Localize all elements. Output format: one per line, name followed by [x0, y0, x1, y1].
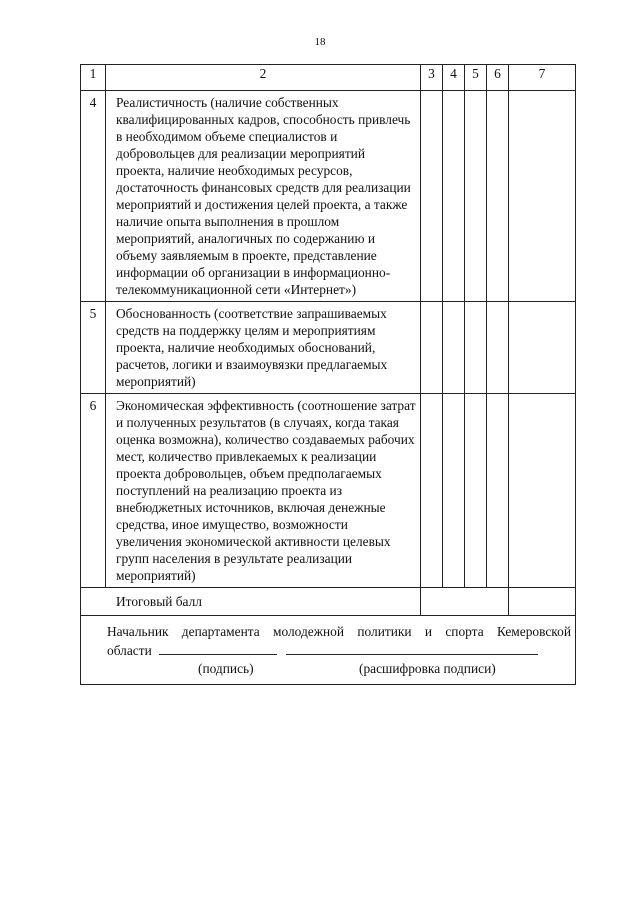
header-cell: 6	[487, 65, 509, 91]
score-cell	[487, 91, 509, 302]
score-cell	[443, 91, 465, 302]
table-row	[81, 91, 576, 302]
header-cell: 2	[106, 65, 421, 91]
header-cell: 5	[465, 65, 487, 91]
signer-title: Начальник департамента молодежной политики и спорта Кемеровской	[107, 624, 571, 639]
header-cell: 4	[443, 65, 465, 91]
score-cell	[509, 394, 576, 588]
table-row	[81, 302, 576, 394]
row-number: 6	[81, 394, 106, 588]
total-score-cell	[421, 588, 509, 616]
score-cell	[421, 302, 443, 394]
signature-decode-line	[286, 641, 538, 655]
row-number: 4	[81, 91, 106, 302]
criterion-text: Реалистичность (наличие собственных квалифицированных кадров, способность привлечь в необходимом объеме специалистов и добровольцев для реализации мероприятий проекта, наличие необходимых ресурсов, достаточность финансовых средств для реализации мероприятий и достижения целей проекта, а также наличие опыта выполнения в прошлом мероприятий, аналогичных по содержанию и объему заявляемым в проекте, представление информации об организации в информационно-телекоммуникационной сети «Интернет»)	[106, 91, 421, 302]
header-cell: 1	[81, 65, 106, 91]
page-number: 18	[314, 36, 326, 48]
signature-line	[159, 641, 277, 655]
signer-line	[107, 641, 571, 660]
score-cell	[487, 394, 509, 588]
score-cell	[443, 394, 465, 588]
total-row	[81, 588, 576, 616]
score-cell	[465, 394, 487, 588]
signature-row	[81, 616, 576, 685]
header-cell: 3	[421, 65, 443, 91]
decode-caption: (расшифровка подписи)	[359, 661, 496, 676]
table-row	[81, 394, 576, 588]
total-score-cell	[509, 588, 576, 616]
signature-block	[81, 616, 576, 685]
signature-caption: (подпись)	[198, 661, 254, 676]
score-cell	[465, 91, 487, 302]
criteria-table	[80, 64, 576, 685]
total-label: Итоговый балл	[81, 588, 421, 616]
criterion-text: Обоснованность (соответствие запрашиваемых средств на поддержку целям и мероприятиям проекта, наличие необходимых обоснований, расчетов, логики и взаимоувязки предлагаемых мероприятий)	[106, 302, 421, 394]
criterion-text: Экономическая эффективность (соотношение затрат и полученных результатов (в случаях, когда такая оценка возможна), количество создаваемых рабочих мест, количество привлекаемых к реализации проекта добровольцев, объем предполагаемых поступлений на реализацию проекта из внебюджетных источников, включая денежные средства, иное имущество, возможности увеличения экономической активности целевых групп населения в результате реализации мероприятий)	[106, 394, 421, 588]
row-number: 5	[81, 302, 106, 394]
score-cell	[509, 302, 576, 394]
score-cell	[487, 302, 509, 394]
signature-captions	[107, 660, 571, 678]
header-row	[81, 65, 576, 91]
score-cell	[509, 91, 576, 302]
score-cell	[421, 91, 443, 302]
signer-title-continued: области	[107, 643, 152, 658]
score-cell	[421, 394, 443, 588]
score-cell	[465, 302, 487, 394]
header-cell: 7	[509, 65, 576, 91]
score-cell	[443, 302, 465, 394]
